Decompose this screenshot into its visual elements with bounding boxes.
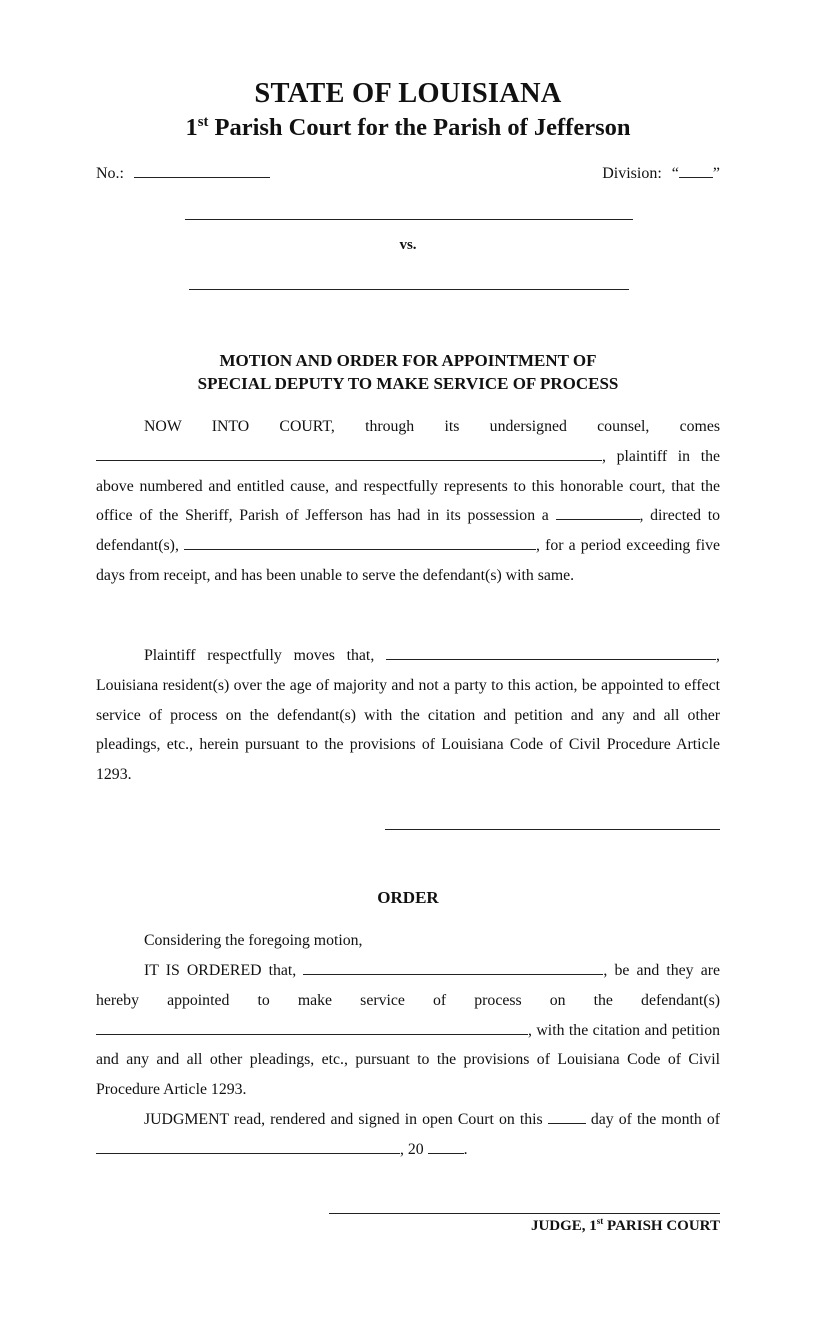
court-title: 1st Parish Court for the Parish of Jefferson <box>185 113 631 141</box>
case-number-blank[interactable] <box>134 162 270 178</box>
plaintiff-name-line[interactable] <box>185 219 633 220</box>
day-blank[interactable] <box>548 1108 586 1124</box>
month-blank[interactable] <box>96 1138 400 1154</box>
motion-paragraph-1: NOW INTO COURT, through its undersigned counsel, comes , plaintiff in the above numbered and entitled cause, and respectfully represents to this honorable court, that the office of the Sheriff, Parish of Jefferson has had in its possession a , directed to defendant(s), , for a period exceeding five days from receipt, and has been unable to serve the defendant(s) with same. <box>96 418 721 584</box>
judge-signature-line[interactable] <box>329 1213 720 1214</box>
defendant-name-line[interactable] <box>189 289 629 290</box>
division-blank[interactable] <box>679 162 713 178</box>
division-label: Division: <box>602 165 662 182</box>
motion-paragraph-2: Plaintiff respectfully moves that, , Louisiana resident(s) over the age of majority and not a party to this action, be appointed to effect service of process on the defendant(s) with the citation and petition and any and all other pleadings, etc., herein pursuant to the provisions of Louisiana Code of Civil Procedure Article 1293. <box>96 641 720 790</box>
state-title: STATE OF LOUISIANA <box>254 78 562 109</box>
document-blank[interactable] <box>556 504 640 520</box>
judge-signature-label: JUDGE, 1st PARISH COURT <box>530 1216 720 1234</box>
defendant-blank[interactable] <box>184 534 536 550</box>
order-defendant-blank[interactable] <box>96 1019 528 1035</box>
order-heading: ORDER <box>377 888 439 907</box>
year-blank[interactable] <box>428 1138 464 1154</box>
order-paragraph-2: IT IS ORDERED that, , be and they are hereby appointed to make service of process on the defendant(s) , with the citation and petition and any and all other pleadings, etc., pursuant to the provisions of Louisiana Code of Civil Procedure Article 1293. <box>96 956 720 1105</box>
division: Division: “ ” <box>602 162 720 183</box>
order-paragraph-1: Considering the foregoing motion, <box>144 932 363 949</box>
appointee-blank[interactable] <box>303 959 603 975</box>
versus-label: vs. <box>399 237 417 253</box>
case-number-label: No.: <box>96 165 124 182</box>
motion-title: MOTION AND ORDER FOR APPOINTMENT OF SPECIAL DEPUTY TO MAKE SERVICE OF PROCESS <box>197 351 619 393</box>
order-paragraph-3: JUDGMENT read, rendered and signed in open Court on this day of the month of , 20 . <box>96 1105 720 1165</box>
counsel-signature-line[interactable] <box>385 829 720 830</box>
plaintiff-blank[interactable] <box>96 445 602 461</box>
special-deputy-blank[interactable] <box>386 644 716 660</box>
case-number <box>96 162 270 183</box>
